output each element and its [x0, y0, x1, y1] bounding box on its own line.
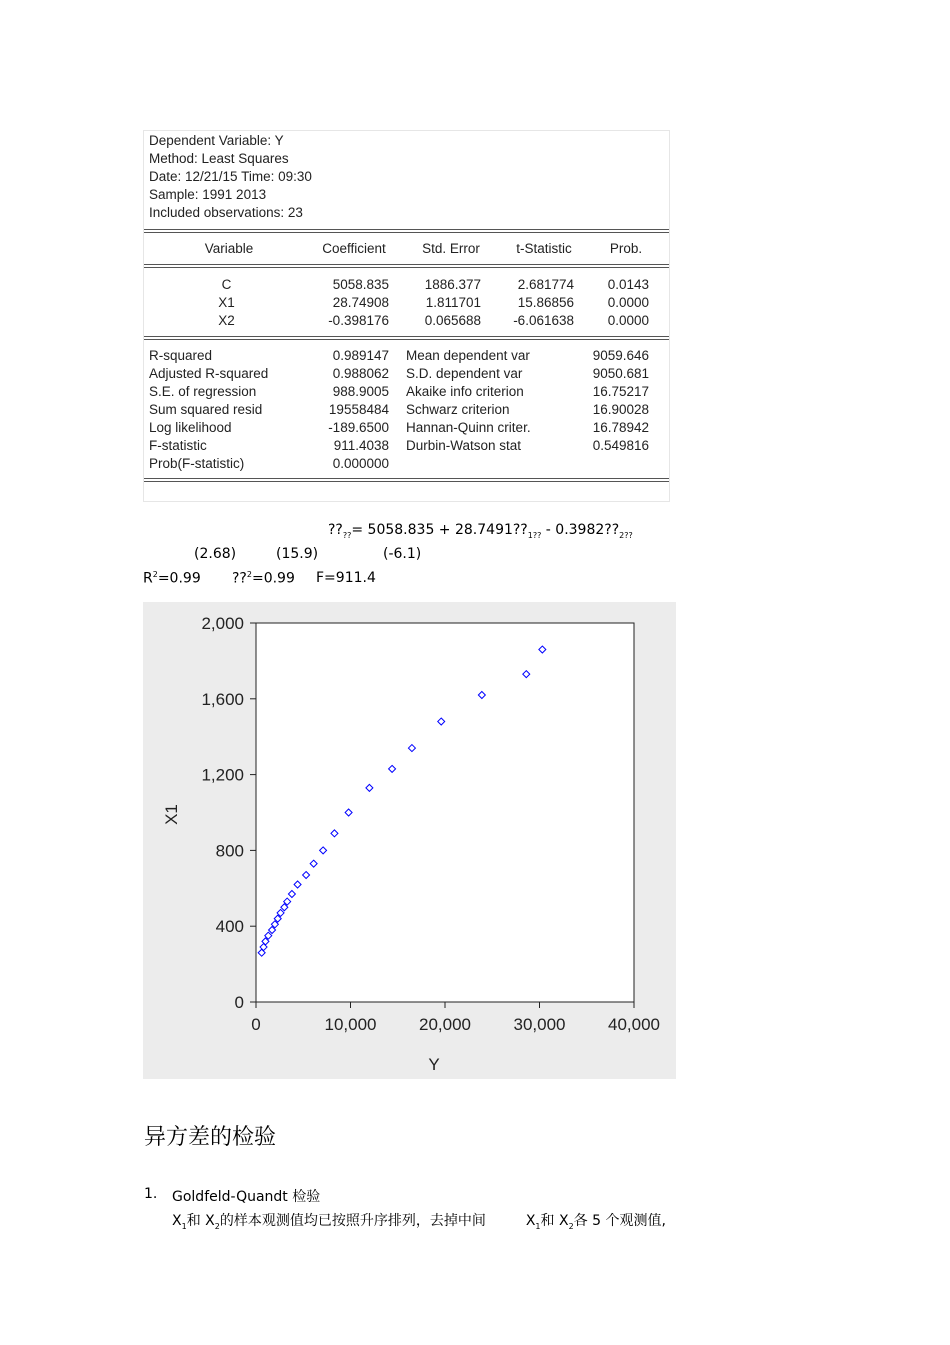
- t-stat-1: (2.68): [194, 546, 237, 562]
- stat-label: S.D. dependent var: [406, 366, 523, 381]
- col-t-statistic: t-Statistic: [516, 241, 572, 256]
- col-coefficient: Coefficient: [322, 241, 386, 256]
- regression-output: [143, 130, 670, 502]
- header-line: Date: 12/21/15 Time: 09:30: [149, 169, 312, 184]
- r-squared-summary: [143, 570, 201, 587]
- equation-lhs: ??: [328, 522, 343, 538]
- stat-label: Log likelihood: [149, 420, 232, 435]
- stat-label: Hannan-Quinn criter.: [406, 420, 531, 435]
- equation-lhs-sub: ??: [342, 530, 352, 540]
- item-title: Goldfeld-Quandt 检验: [172, 1189, 321, 1205]
- stat-label: Mean dependent var: [406, 348, 530, 363]
- x-tick-label: 40,000: [608, 1015, 660, 1034]
- divider: [144, 478, 669, 482]
- row-std-error: 0.065688: [424, 313, 481, 328]
- f-summary: F=911.4: [316, 570, 376, 586]
- stat-value: 16.90028: [592, 402, 649, 417]
- stat-value: -189.6500: [328, 420, 389, 435]
- stat-label: Prob(F-statistic): [149, 456, 245, 471]
- row-std-error: 1886.377: [424, 277, 481, 292]
- t-stat-2: (15.9): [276, 546, 319, 562]
- section-title: 异方差的检验: [144, 1125, 277, 1150]
- row-prob: 0.0000: [607, 313, 649, 328]
- header-line: Sample: 1991 2013: [149, 187, 267, 202]
- row-t-statistic: -6.061638: [513, 313, 574, 328]
- y-tick-label: 2,000: [201, 614, 244, 633]
- y-tick-label: 1,600: [201, 689, 244, 709]
- r2-label: R: [143, 570, 153, 587]
- stat-value: 0.549816: [592, 438, 649, 453]
- scatter-chart-svg: [143, 602, 676, 1079]
- item-description: [172, 1210, 666, 1231]
- y-tick-label: 800: [215, 841, 244, 861]
- adj-r2-sup: 2: [246, 570, 252, 579]
- scatter-chart: [143, 602, 676, 1079]
- r2-value: =0.99: [157, 570, 201, 587]
- divider: [144, 264, 669, 268]
- text: X: [525, 1213, 536, 1229]
- row-coefficient: -0.398176: [328, 313, 389, 328]
- text: 和 X: [186, 1213, 215, 1229]
- adj-r2-label: ??: [232, 570, 247, 587]
- stat-value: 0.000000: [332, 456, 389, 471]
- equation-part: - 0.3982??: [541, 522, 620, 538]
- row-coefficient: 5058.835: [332, 277, 389, 292]
- stat-value: 988.9005: [332, 384, 389, 399]
- sub: 1: [181, 1221, 187, 1231]
- equation-part: = 5058.835 + 28.7491??: [351, 522, 528, 538]
- sub: 2: [568, 1221, 574, 1231]
- x-tick-label: 10,000: [324, 1015, 377, 1034]
- stat-value: 9059.646: [592, 348, 649, 363]
- x-tick-label: 20,000: [419, 1015, 471, 1034]
- y-axis-label: X1: [162, 804, 181, 825]
- y-tick-label: 1,200: [201, 765, 244, 785]
- row-variable: X2: [218, 313, 235, 328]
- sub: 1: [535, 1221, 541, 1231]
- stat-value: 16.75217: [592, 384, 649, 399]
- y-tick-label: 400: [215, 917, 244, 937]
- header-line: Method: Least Squares: [149, 151, 289, 166]
- col-std-error: Std. Error: [422, 241, 480, 256]
- divider: [144, 229, 669, 233]
- regression-header: [149, 132, 312, 222]
- x-axis-label: Y: [428, 1055, 440, 1074]
- text: 的样本观测值均已按照升序排列，去掉中间: [219, 1213, 486, 1229]
- header-line: Included observations: 23: [149, 205, 303, 220]
- stat-value: 9050.681: [592, 366, 649, 381]
- row-t-statistic: 2.681774: [517, 277, 574, 292]
- item-number: 1.: [144, 1186, 158, 1202]
- stat-label: Schwarz criterion: [406, 402, 510, 417]
- row-variable: X1: [218, 295, 235, 310]
- adj-r2-value: =0.99: [251, 570, 295, 587]
- sub: 2: [214, 1221, 220, 1231]
- header-line: Dependent Variable: Y: [149, 133, 284, 148]
- row-t-statistic: 15.86856: [517, 295, 574, 310]
- x-tick-label: 30,000: [513, 1015, 566, 1034]
- stat-value: 0.989147: [332, 348, 389, 363]
- plot-area: [256, 623, 634, 1002]
- stat-label: R-squared: [149, 348, 213, 363]
- adj-r-squared-summary: [232, 570, 295, 587]
- text: 各 5 个观测值,: [573, 1213, 666, 1229]
- divider: [144, 336, 669, 340]
- stat-value: 0.988062: [332, 366, 389, 381]
- t-stat-3: (-6.1): [383, 546, 422, 562]
- stat-label: S.E. of regression: [149, 384, 257, 399]
- equation-sub: 1??: [527, 530, 542, 540]
- y-tick-label: 0: [234, 993, 244, 1012]
- stat-label: Sum squared resid: [149, 402, 263, 417]
- stat-label: F-statistic: [149, 438, 207, 453]
- x-tick-label: 0: [251, 1015, 261, 1034]
- stat-value: 911.4038: [333, 438, 389, 453]
- text: X: [172, 1213, 182, 1229]
- stat-value: 19558484: [328, 402, 389, 417]
- row-prob: 0.0143: [607, 277, 649, 292]
- equation-sub: 2??: [619, 530, 633, 540]
- row-prob: 0.0000: [607, 295, 649, 310]
- stat-label: Durbin-Watson stat: [406, 438, 522, 453]
- text: 和 X: [540, 1213, 569, 1229]
- estimated-equation: [328, 522, 633, 540]
- col-variable: Variable: [204, 241, 254, 256]
- row-coefficient: 28.74908: [332, 295, 389, 310]
- stat-label: Adjusted R-squared: [149, 366, 269, 381]
- row-std-error: 1.811701: [425, 295, 481, 310]
- row-variable: C: [221, 277, 232, 292]
- col-prob: Prob.: [609, 241, 643, 256]
- stat-label: Akaike info criterion: [406, 384, 524, 399]
- r2-sup: 2: [152, 570, 158, 579]
- stat-value: 16.78942: [592, 420, 649, 435]
